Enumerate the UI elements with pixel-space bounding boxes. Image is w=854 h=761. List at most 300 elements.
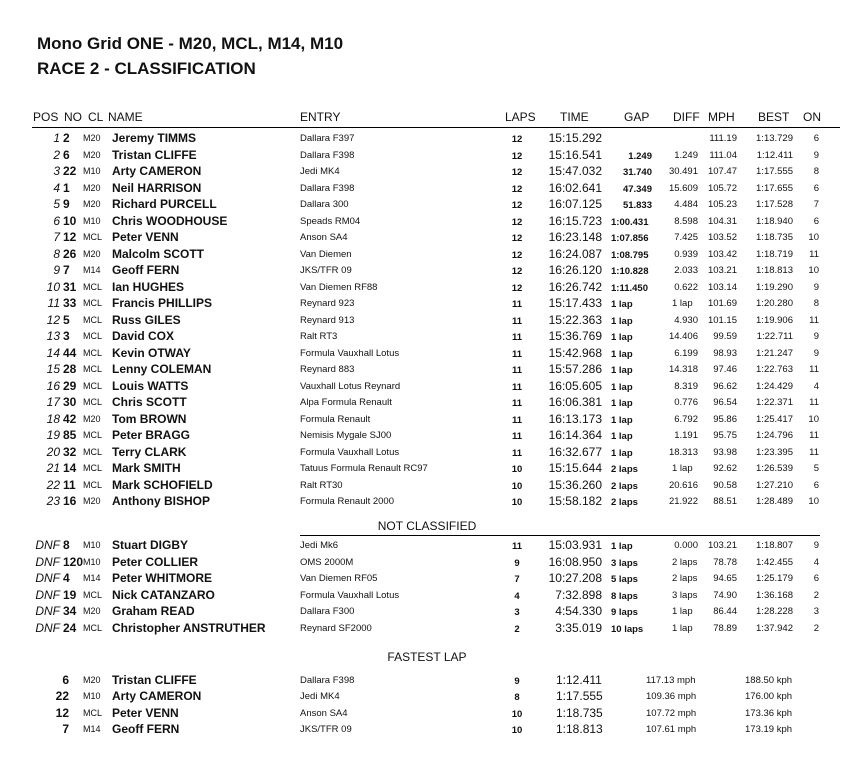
cell-no: 14 <box>63 461 77 475</box>
cell-mph: 109.36 mph <box>646 691 697 703</box>
cell-gap: 31.740 <box>622 167 652 178</box>
cell-laps: 11 <box>511 365 523 376</box>
cell-name: Chris WOODHOUSE <box>112 213 228 228</box>
table-row <box>0 412 854 428</box>
table-row <box>0 555 854 571</box>
cell-best: 1:20.280 <box>756 298 793 309</box>
cell-diff: 1 lap <box>672 623 693 634</box>
table-row <box>0 571 854 587</box>
cell-name: Nick CATANZARO <box>112 587 215 602</box>
cell-pos: 22 <box>46 477 60 492</box>
cell-no: 31 <box>63 279 77 294</box>
cell-entry: Formula Vauxhall Lotus <box>300 446 400 458</box>
cell-best: 1:23.395 <box>756 446 793 458</box>
header-best: BEST <box>758 110 790 124</box>
cell-name: Richard PURCELL <box>112 197 217 211</box>
cell-gap: 1.249 <box>628 150 652 162</box>
cell-name: Francis PHILLIPS <box>112 296 213 310</box>
cell-on: 9 <box>813 347 819 359</box>
cell-cl: M20 <box>83 133 101 143</box>
cell-laps: 3 <box>514 607 520 619</box>
cell-laps: 12 <box>511 150 523 162</box>
cell-laps: 11 <box>511 431 523 442</box>
cell-on: 9 <box>813 149 819 161</box>
cell-time: 15:17.433 <box>548 296 602 310</box>
cell-cl: M14 <box>83 573 101 584</box>
cell-best: 1:18.807 <box>756 540 793 551</box>
cell-diff: 18.313 <box>668 446 698 458</box>
table-row <box>0 395 854 411</box>
cell-mph: 78.89 <box>713 623 737 634</box>
cell-no: 2 <box>63 131 70 145</box>
cell-name: Mark SMITH <box>112 461 181 475</box>
cell-on: 8 <box>813 298 819 309</box>
cell-gap: 2 laps <box>611 480 638 492</box>
header-name: NAME <box>108 110 143 124</box>
cell-name: Peter COLLIER <box>112 554 199 569</box>
cell-laps: 10 <box>511 497 523 508</box>
cell-on: 6 <box>813 479 819 491</box>
cell-name: Chris SCOTT <box>112 395 187 409</box>
cell-diff: 0.939 <box>674 248 698 260</box>
cell-diff: 1 lap <box>672 298 693 309</box>
cell-laps: 12 <box>511 134 523 145</box>
cell-entry: Reynard SF2000 <box>300 623 372 634</box>
cell-entry: Van Diemen RF05 <box>300 573 378 585</box>
cell-gap: 1 lap <box>611 398 633 409</box>
cell-entry: Jedi Mk6 <box>300 540 339 551</box>
header-mph: MPH <box>708 110 735 124</box>
cell-name: Kevin OTWAY <box>112 345 191 360</box>
cell-name: Arty CAMERON <box>112 164 202 178</box>
cell-name: Louis WATTS <box>112 378 189 393</box>
cell-time: 16:07.125 <box>548 197 602 211</box>
cell-gap: 1 lap <box>611 431 633 442</box>
cell-gap: 1 lap <box>611 315 633 327</box>
cell-cl: M10 <box>83 215 101 226</box>
cell-cl: M10 <box>83 540 101 550</box>
cell-best: 1:17.555 <box>756 166 793 177</box>
cell-best: 1:25.179 <box>756 573 793 585</box>
cell-mph: 88.51 <box>713 496 737 507</box>
cell-pos: 13 <box>46 329 60 343</box>
cell-laps: 12 <box>511 249 523 261</box>
cell-entry: Vauxhall Lotus Reynard <box>300 380 401 392</box>
cell-laps: 11 <box>511 414 523 426</box>
cell-no: 26 <box>63 246 77 261</box>
cell-on: 4 <box>813 556 819 568</box>
cell-cl: MCL <box>83 430 103 440</box>
cell-diff: 6.792 <box>674 413 698 425</box>
cell-time: 15:36.769 <box>548 329 602 343</box>
cell-on: 6 <box>813 182 819 194</box>
cell-mph: 95.86 <box>713 413 737 425</box>
cell-time: 15:58.182 <box>548 494 602 508</box>
cell-name: Tom BROWN <box>112 411 187 426</box>
table-row <box>0 280 854 296</box>
cell-mph: 103.21 <box>707 540 737 551</box>
cell-best: 1:24.429 <box>756 380 793 392</box>
cell-entry: Reynard 883 <box>300 364 355 375</box>
cell-name: Ian HUGHES <box>112 279 185 294</box>
cell-time: 16:02.641 <box>548 180 602 195</box>
cell-on: 11 <box>809 446 819 458</box>
fastest-lap-heading: FASTEST LAP <box>387 650 467 664</box>
cell-time: 15:16.541 <box>548 147 602 162</box>
cell-pos: 4 <box>53 180 60 195</box>
cell-on: 10 <box>808 265 819 276</box>
cell-no: 9 <box>63 197 70 211</box>
cell-time: 15:15.292 <box>548 131 602 145</box>
cell-gap: 1 lap <box>611 348 633 360</box>
cell-entry: Van Diemen <box>300 248 352 260</box>
cell-laps: 9 <box>514 557 520 569</box>
cell-diff: 2 laps <box>672 573 698 585</box>
cell-cl: MCL <box>83 397 103 407</box>
cell-diff: 15.609 <box>668 182 698 194</box>
cell-gap: 9 laps <box>611 607 638 619</box>
cell-time: 15:22.363 <box>548 312 602 327</box>
cell-entry: Speads RM04 <box>300 215 361 227</box>
cell-name: Geoff FERN <box>112 722 180 737</box>
cell-gap: 1 lap <box>611 414 633 426</box>
cell-laps: 11 <box>511 348 523 360</box>
cell-no: 5 <box>63 312 70 327</box>
cell-pos: 9 <box>53 263 60 277</box>
cell-best: 1:22.763 <box>756 364 793 375</box>
table-row <box>0 263 854 279</box>
cell-entry: JKS/TFR 09 <box>300 724 352 736</box>
cell-entry: Van Diemen RF88 <box>300 281 378 293</box>
cell-mph: 96.54 <box>713 397 737 408</box>
table-row <box>0 673 854 689</box>
table-row <box>0 379 854 395</box>
cell-no: 10 <box>63 213 77 228</box>
cell-entry: JKS/TFR 09 <box>300 265 352 276</box>
cell-time: 16:15.723 <box>548 213 602 228</box>
cell-name: Graham READ <box>112 604 195 619</box>
cell-time: 16:05.605 <box>548 378 602 393</box>
cell-pos: DNF <box>35 571 60 586</box>
cell-name: Terry CLARK <box>112 444 187 459</box>
cell-cl: MCL <box>83 232 103 242</box>
cell-cl: MCL <box>83 446 103 457</box>
cell-name: Tristan CLIFFE <box>112 673 197 687</box>
cell-best: 1:18.719 <box>756 248 793 260</box>
cell-diff: 20.616 <box>668 479 698 491</box>
cell-diff: 14.406 <box>668 331 698 342</box>
cell-gap: 1:00.431 <box>611 216 649 228</box>
cell-cl: MCL <box>83 623 103 633</box>
table-row <box>0 706 854 722</box>
cell-gap: 1:08.795 <box>611 249 649 261</box>
header-gap: GAP <box>624 110 650 124</box>
cell-name: Peter BRAGG <box>112 428 191 442</box>
cell-mph: 107.72 mph <box>646 707 697 719</box>
cell-no: 32 <box>63 444 77 459</box>
table-row <box>0 230 854 246</box>
cell-name: Tristan CLIFFE <box>112 147 197 162</box>
cell-time: 1:12.411 <box>556 673 602 687</box>
cell-cl: M20 <box>83 675 101 685</box>
cell-laps: 12 <box>511 183 523 195</box>
cell-entry: Nemisis Mygale SJ00 <box>300 430 392 441</box>
cell-laps: 12 <box>511 216 523 228</box>
table-row <box>0 164 854 180</box>
cell-no: 1 <box>63 180 70 195</box>
cell-name: Peter WHITMORE <box>112 571 213 586</box>
cell-entry: Dallara 300 <box>300 199 349 210</box>
cell-gap: 2 laps <box>611 464 638 475</box>
cell-mph: 105.23 <box>707 199 737 210</box>
cell-diff: 1 lap <box>672 606 693 618</box>
cell-mph: 93.98 <box>713 446 737 458</box>
cell-name: Arty CAMERON <box>112 689 202 704</box>
cell-no: 28 <box>63 362 77 376</box>
cell-cl: MCL <box>83 589 103 600</box>
cell-cl: MCL <box>83 479 103 490</box>
cell-on: 10 <box>808 496 819 507</box>
cell-mph: 101.15 <box>707 314 737 326</box>
cell-pos: 23 <box>46 494 60 508</box>
cell-pos: 6 <box>53 213 60 228</box>
cell-pos: 11 <box>47 296 60 310</box>
cell-entry: Formula Vauxhall Lotus <box>300 589 400 601</box>
table-row <box>0 461 854 477</box>
cell-pos: 1 <box>53 131 60 145</box>
cell-no: 7 <box>63 263 70 277</box>
cell-name: Malcolm SCOTT <box>112 246 205 261</box>
cell-on: 9 <box>813 331 819 342</box>
cell-mph: 107.47 <box>707 166 737 177</box>
cell-diff: 7.425 <box>674 232 698 243</box>
cell-pos: 8 <box>53 246 60 261</box>
cell-diff: 2 laps <box>672 556 698 568</box>
cell-best: 1:28.489 <box>756 496 793 507</box>
cell-gap: 1:10.828 <box>611 266 649 277</box>
not-classified-divider <box>300 535 820 536</box>
cell-entry: Formula Vauxhall Lotus <box>300 347 400 359</box>
cell-no: 19 <box>63 587 77 602</box>
not-classified-heading: NOT CLASSIFIED <box>377 519 477 533</box>
cell-on: 10 <box>808 413 819 425</box>
cell-time: 7:32.898 <box>555 587 602 602</box>
cell-pos: DNF <box>35 587 60 602</box>
cell-best: 1:12.411 <box>756 149 793 161</box>
cell-entry: Dallara F300 <box>300 606 355 618</box>
cell-time: 1:17.555 <box>556 689 603 704</box>
cell-entry: Jedi MK4 <box>300 691 340 703</box>
cell-no: 42 <box>63 411 77 426</box>
table-row <box>0 722 854 738</box>
cell-cl: MCL <box>83 281 103 292</box>
cell-diff: 4.484 <box>674 199 698 210</box>
cell-on: 11 <box>809 430 819 441</box>
table-row <box>0 313 854 329</box>
cell-time: 16:13.173 <box>548 411 602 426</box>
cell-name: David COX <box>112 329 175 343</box>
cell-gap: 1:11.450 <box>611 282 648 294</box>
cell-no: 12 <box>55 705 69 720</box>
cell-entry: Formula Renault 2000 <box>300 496 394 507</box>
cell-best: 1:18.813 <box>756 265 793 276</box>
cell-entry: Anson SA4 <box>300 707 348 719</box>
cell-diff: 8.319 <box>674 380 698 392</box>
cell-cl: MCL <box>83 380 103 391</box>
table-row <box>0 181 854 197</box>
cell-time: 16:14.364 <box>548 428 602 442</box>
cell-time: 16:23.148 <box>548 230 602 244</box>
cell-best: 1:36.168 <box>756 589 793 601</box>
cell-mph: 103.14 <box>707 281 737 293</box>
cell-time: 15:36.260 <box>548 477 602 492</box>
cell-lap: 10 <box>511 725 523 737</box>
table-row <box>0 621 854 637</box>
cell-cl: MCL <box>83 463 103 473</box>
cell-pos: 17 <box>46 395 60 409</box>
cell-diff: 30.491 <box>668 166 698 177</box>
cell-entry: Reynard 913 <box>300 314 355 326</box>
cell-best: 1:24.796 <box>756 430 793 441</box>
cell-laps: 11 <box>511 447 523 459</box>
table-row <box>0 478 854 494</box>
cell-pos: DNF <box>35 621 60 635</box>
cell-mph: 97.46 <box>713 364 737 375</box>
header-pos: POS <box>33 110 59 124</box>
cell-time: 15:15.644 <box>548 461 602 475</box>
cell-pos: 15 <box>46 362 60 376</box>
cell-gap: 8 laps <box>611 590 638 602</box>
cell-no: 7 <box>62 722 69 737</box>
cell-no: 30 <box>63 395 77 409</box>
cell-time: 16:26.120 <box>548 263 602 277</box>
table-row <box>0 247 854 263</box>
cell-on: 8 <box>813 166 819 177</box>
cell-no: 22 <box>63 164 77 178</box>
cell-best: 1:27.210 <box>756 479 793 491</box>
cell-time: 16:24.087 <box>548 246 602 261</box>
cell-gap: 5 laps <box>611 574 638 586</box>
cell-name: Christopher ANSTRUTHER <box>112 621 266 635</box>
cell-time: 16:08.950 <box>548 554 602 569</box>
cell-mph: 95.75 <box>713 430 737 441</box>
cell-no: 6 <box>63 147 70 162</box>
table-row <box>0 197 854 213</box>
cell-no: 85 <box>63 428 77 442</box>
cell-cl: M20 <box>83 182 101 193</box>
cell-kph: 173.36 kph <box>745 707 793 719</box>
cell-diff: 2.033 <box>674 265 698 276</box>
cell-mph: 103.42 <box>707 248 737 260</box>
header-on: ON <box>803 110 821 124</box>
cell-on: 11 <box>809 248 819 260</box>
cell-cl: M20 <box>83 149 101 160</box>
cell-time: 16:32.677 <box>548 444 602 459</box>
cell-mph: 111.04 <box>709 149 737 161</box>
cell-pos: 16 <box>46 378 60 393</box>
cell-cl: MCL <box>83 298 103 308</box>
cell-time: 15:03.931 <box>548 538 602 552</box>
cell-pos: DNF <box>35 604 60 619</box>
cell-cl: MCL <box>83 364 103 374</box>
table-row <box>0 362 854 378</box>
cell-diff: 0.000 <box>674 540 698 551</box>
table-row <box>0 604 854 620</box>
cell-on: 2 <box>813 623 819 634</box>
cell-best: 1:18.735 <box>756 232 793 243</box>
cell-no: 34 <box>63 604 77 619</box>
header-time: TIME <box>560 110 589 124</box>
cell-on: 11 <box>809 314 819 326</box>
cell-best: 1:22.371 <box>756 397 793 408</box>
table-row <box>0 538 854 554</box>
cell-on: 9 <box>813 281 819 293</box>
cell-mph: 92.62 <box>713 463 737 474</box>
cell-entry: Dallara F398 <box>300 182 355 194</box>
cell-mph: 94.65 <box>713 573 737 585</box>
table-row <box>0 588 854 604</box>
table-row <box>0 428 854 444</box>
cell-pos: 10 <box>46 279 60 294</box>
cell-name: Neil HARRISON <box>112 180 202 195</box>
cell-on: 4 <box>813 380 819 392</box>
cell-on: 11 <box>809 397 819 408</box>
table-row <box>0 296 854 312</box>
cell-cl: M20 <box>83 248 101 259</box>
cell-laps: 7 <box>514 574 520 586</box>
cell-cl: MCL <box>83 707 103 718</box>
cell-diff: 21.922 <box>668 496 698 507</box>
cell-mph: 111.19 <box>709 133 737 144</box>
cell-laps: 11 <box>511 381 523 393</box>
cell-diff: 4.930 <box>674 314 698 326</box>
cell-kph: 188.50 kph <box>745 675 793 686</box>
cell-gap: 2 laps <box>611 497 638 508</box>
cell-time: 15:57.286 <box>548 362 602 376</box>
cell-lap: 9 <box>514 676 520 687</box>
cell-entry: Tatuus Formula Renault RC97 <box>300 463 428 474</box>
cell-time: 16:06.381 <box>548 395 602 409</box>
cell-no: 16 <box>63 494 77 508</box>
cell-cl: M10 <box>83 556 101 567</box>
cell-kph: 176.00 kph <box>745 691 793 703</box>
header-divider <box>32 127 840 128</box>
cell-laps: 4 <box>514 590 520 602</box>
cell-mph: 103.52 <box>707 232 737 243</box>
cell-mph: 98.93 <box>713 347 737 359</box>
cell-laps: 11 <box>511 541 523 552</box>
cell-diff: 6.199 <box>674 347 698 359</box>
cell-cl: M10 <box>83 691 101 702</box>
cell-pos: 7 <box>53 230 60 244</box>
cell-gap: 1 lap <box>611 381 633 393</box>
cell-kph: 173.19 kph <box>745 724 793 736</box>
cell-entry: Dallara F397 <box>300 133 355 144</box>
cell-name: Mark SCHOFIELD <box>112 477 213 492</box>
cell-diff: 1.191 <box>674 430 698 441</box>
cell-mph: 78.78 <box>713 556 737 568</box>
cell-pos: DNF <box>35 554 60 569</box>
cell-best: 1:18.940 <box>756 215 793 227</box>
table-row <box>0 689 854 705</box>
cell-pos: 5 <box>53 197 60 211</box>
cell-diff: 0.776 <box>674 397 698 408</box>
cell-no: 24 <box>63 621 77 635</box>
cell-mph: 103.21 <box>707 265 737 276</box>
cell-laps: 12 <box>511 266 523 277</box>
cell-name: Stuart DIGBY <box>112 538 189 552</box>
cell-mph: 105.72 <box>707 182 737 194</box>
